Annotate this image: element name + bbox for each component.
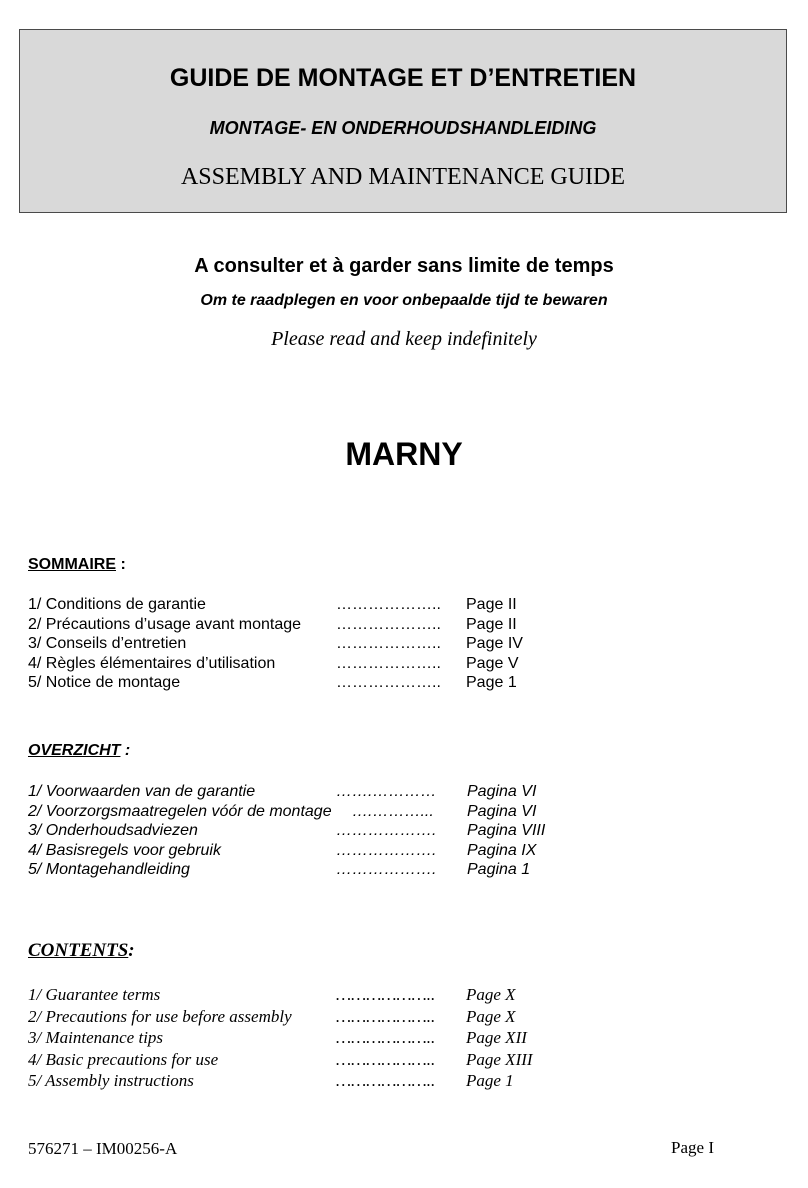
toc-page: Page XIII: [466, 1049, 533, 1069]
title-box: [19, 29, 787, 213]
toc-page: Pagina IX: [467, 841, 537, 859]
toc-row: [28, 674, 588, 694]
toc-page: Pagina VI: [467, 783, 537, 800]
toc-label: 2/ Précautions d’usage avant montage: [28, 615, 302, 633]
toc-page: Page X: [466, 985, 516, 1004]
toc-row: [28, 803, 588, 823]
contents-list: [28, 985, 588, 1093]
toc-page: Page II: [466, 596, 517, 613]
toc-dots: ……………….: [336, 861, 437, 878]
notice-en: Please read and keep indefinitely: [271, 328, 537, 350]
sommaire-heading-text: SOMMAIRE: [28, 556, 116, 573]
overzicht-heading: [28, 742, 130, 760]
toc-dots: ………………..: [336, 635, 441, 652]
contents-heading-suffix: :: [128, 940, 135, 961]
toc-label: 4/ Règles élémentaires d’utilisation: [28, 654, 276, 672]
toc-row: [28, 1050, 588, 1072]
toc-row: [28, 1028, 588, 1050]
toc-label: 1/ Voorwaarden van de garantie: [28, 783, 256, 800]
toc-label: 5/ Montagehandleiding: [28, 861, 190, 878]
toc-row: [28, 1071, 588, 1093]
toc-row: [28, 616, 588, 636]
toc-page: Pagina VIII: [467, 822, 546, 839]
toc-dots: ….………...: [352, 802, 434, 820]
toc-dots: ………………..: [336, 1006, 436, 1026]
toc-row: [28, 1007, 588, 1029]
notice-nl: Om te raadplegen en voor onbepaalde tijd te bewaren: [200, 292, 608, 309]
toc-label: 4/ Basisregels voor gebruik: [28, 841, 221, 859]
toc-label: 5/ Assembly instructions: [28, 1071, 194, 1090]
toc-page: Page II: [466, 615, 517, 633]
toc-dots: ……………….: [336, 841, 437, 859]
toc-dots: ………………..: [336, 596, 441, 613]
toc-page: Page 1: [466, 674, 517, 691]
toc-row: [28, 822, 588, 842]
toc-dots: ………………..: [336, 1028, 436, 1047]
toc-page: Page IV: [466, 635, 523, 652]
overzicht-heading-text: OVERZICHT: [28, 742, 121, 759]
toc-row: [28, 985, 588, 1007]
toc-page: Pagina VI: [467, 802, 537, 820]
toc-dots: ………………..: [336, 1049, 436, 1069]
contents-heading-text: CONTENTS: [28, 940, 129, 961]
toc-label: 2/ Voorzorgsmaatregelen vóór de montage: [28, 802, 332, 820]
toc-dots: ……………….: [336, 822, 437, 839]
toc-dots: ………………..: [336, 1071, 436, 1090]
notice-fr: A consulter et à garder sans limite de temps: [194, 255, 614, 277]
overzicht-heading-suffix: :: [120, 742, 131, 759]
product-name: MARNY: [345, 436, 463, 472]
sommaire-list: [28, 596, 588, 694]
sommaire-heading: [28, 556, 126, 574]
page-number: Page I: [671, 1138, 714, 1157]
overzicht-list: [28, 783, 588, 881]
toc-row: [28, 861, 588, 881]
toc-label: 3/ Maintenance tips: [28, 1028, 164, 1047]
toc-dots: ………………..: [336, 654, 441, 672]
toc-row: [28, 655, 588, 675]
toc-label: 4/ Basic precautions for use: [28, 1049, 219, 1069]
toc-label: 3/ Conseils d’entretien: [28, 635, 187, 652]
toc-label: 2/ Precautions for use before assembly: [28, 1006, 292, 1026]
toc-page: Page X: [466, 1006, 516, 1026]
toc-row: [28, 596, 588, 616]
toc-dots: ………………..: [336, 674, 441, 691]
toc-page: Pagina 1: [467, 861, 531, 878]
sommaire-heading-suffix: :: [116, 556, 126, 573]
toc-page: Page V: [466, 654, 519, 672]
document-reference: 576271 – IM00256-A: [28, 1139, 178, 1158]
toc-page: Page XII: [466, 1028, 527, 1047]
toc-page: Page 1: [466, 1071, 514, 1090]
toc-row: [28, 635, 588, 655]
toc-label: 1/ Conditions de garantie: [28, 596, 206, 613]
title-en: ASSEMBLY AND MAINTENANCE GUIDE: [180, 164, 626, 190]
toc-label: 3/ Onderhoudsadviezen: [28, 822, 198, 839]
contents-heading: [28, 940, 135, 962]
toc-label: 5/ Notice de montage: [28, 674, 181, 691]
toc-label: 1/ Guarantee terms: [28, 985, 161, 1004]
title-fr: GUIDE DE MONTAGE ET D’ENTRETIEN: [169, 64, 637, 92]
toc-dots: ………………..: [336, 615, 441, 633]
toc-dots: ………………..: [336, 985, 436, 1004]
toc-row: [28, 842, 588, 862]
toc-dots: …….…………: [336, 783, 437, 800]
title-nl: MONTAGE- EN ONDERHOUDSHANDLEIDING: [209, 118, 597, 138]
toc-row: [28, 783, 588, 803]
